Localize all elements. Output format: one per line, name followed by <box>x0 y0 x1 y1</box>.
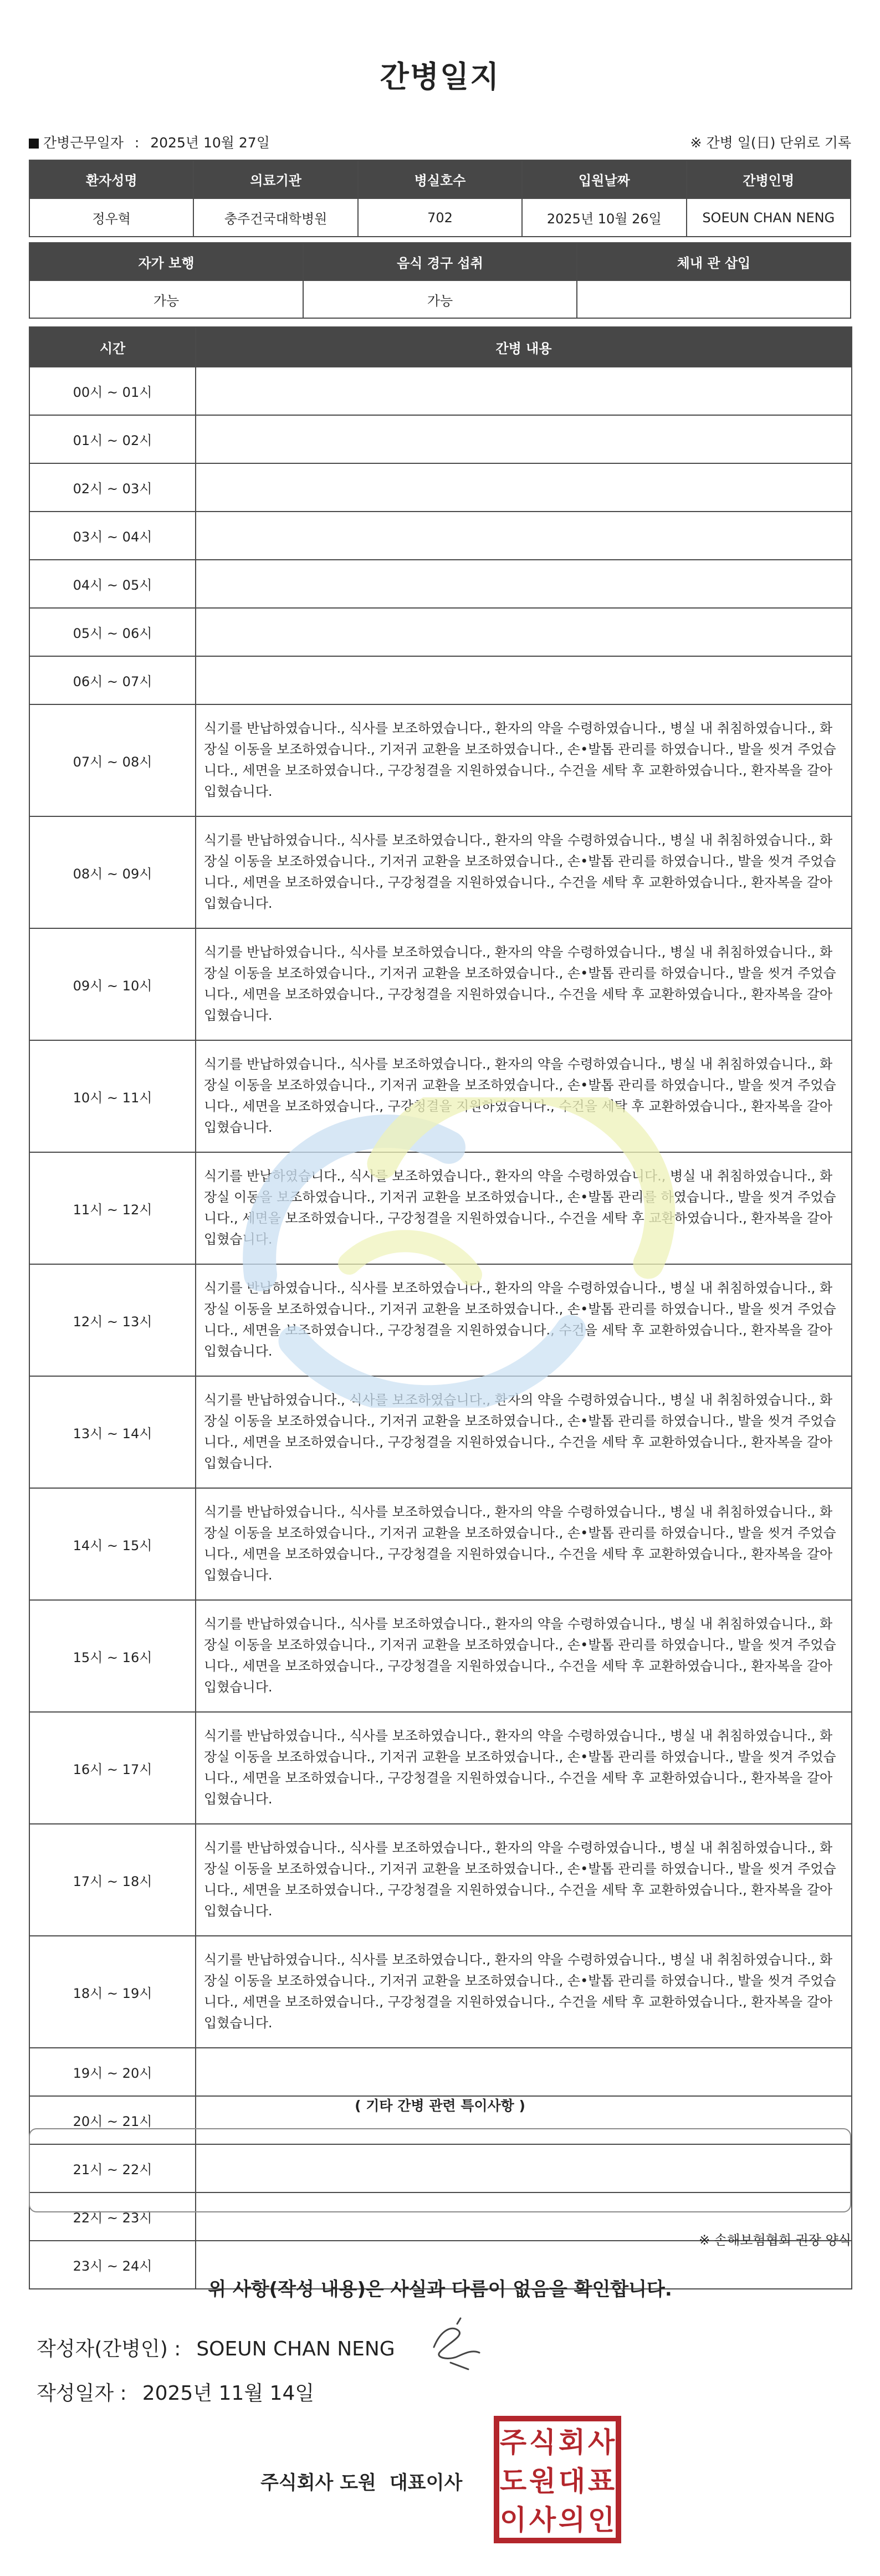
room-number: 702 <box>358 198 522 237</box>
seal-character: 이 <box>499 2504 527 2536</box>
meta-row <box>29 132 851 154</box>
care-date-value: 2025년 10월 27일 <box>150 135 270 151</box>
care-log-content <box>196 415 852 463</box>
company-representative: 대표이사 <box>389 2472 463 2494</box>
care-log-content: 식기를 반납하였습니다., 식사를 보조하였습니다., 환자의 약을 수령하였습니다., 병실 내 취침하였습니다., 화장실 이동을 보조하였습니다., 기저귀 교환을 보조하였습니다., 손•발톱 관리를 하였습니다., 발을 씻겨 주었습니다., 세면을 보조하였습니다., 구강청결을 지원하였습니다., 수건을 세탁 후 교환하였습니다., 환자복을 갈아입혔습니다. <box>196 1264 852 1376</box>
care-log-content: 식기를 반납하였습니다., 식사를 보조하였습니다., 환자의 약을 수령하였습니다., 병실 내 취침하였습니다., 화장실 이동을 보조하였습니다., 기저귀 교환을 보조하였습니다., 손•발톱 관리를 하였습니다., 발을 씻겨 주었습니다., 세면을 보조하였습니다., 구강청결을 지원하였습니다., 수건을 세탁 후 교환하였습니다., 환자복을 갈아입혔습니다. <box>196 1376 852 1488</box>
care-log-time: 06시 ~ 07시 <box>29 656 196 704</box>
header-self-walking: 자가 보행 <box>29 243 303 280</box>
tube-insertion-value <box>577 280 851 318</box>
care-log-row <box>29 928 852 1040</box>
care-log-table <box>29 326 852 2289</box>
care-log-time: 23시 ~ 24시 <box>29 2241 196 2289</box>
seal-character: 사 <box>587 2426 615 2459</box>
square-bullet-icon <box>29 139 39 149</box>
care-log-content: 식기를 반납하였습니다., 식사를 보조하였습니다., 환자의 약을 수령하였습니다., 병실 내 취침하였습니다., 화장실 이동을 보조하였습니다., 기저귀 교환을 보조하였습니다., 손•발톱 관리를 하였습니다., 발을 씻겨 주었습니다., 세면을 보조하였습니다., 구강청결을 지원하였습니다., 수건을 세탁 후 교환하였습니다., 환자복을 갈아입혔습니다. <box>196 1712 852 1824</box>
signature-icon <box>424 2314 496 2375</box>
unit-note: ※ 간병 일(日) 단위로 기록 <box>690 135 851 151</box>
written-date-value: 2025년 11월 14일 <box>142 2382 315 2405</box>
care-log-content: 식기를 반납하였습니다., 식사를 보조하였습니다., 환자의 약을 수령하였습니다., 병실 내 취침하였습니다., 화장실 이동을 보조하였습니다., 기저귀 교환을 보조하였습니다., 손•발톱 관리를 하였습니다., 발을 씻겨 주었습니다., 세면을 보조하였습니다., 구강청결을 지원하였습니다., 수건을 세탁 후 교환하였습니다., 환자복을 갈아입혔습니다. <box>196 1824 852 1936</box>
special-notes-title: ( 기타 간병 관련 특이사항 ) <box>355 2098 525 2114</box>
care-log-row <box>29 463 852 512</box>
care-log-row <box>29 415 852 463</box>
header-caregiver-name: 간병인명 <box>687 160 851 198</box>
header-oral-intake: 음식 경구 섭취 <box>303 243 577 280</box>
care-log-content: 식기를 반납하였습니다., 식사를 보조하였습니다., 환자의 약을 수령하였습니다., 병실 내 취침하였습니다., 화장실 이동을 보조하였습니다., 기저귀 교환을 보조하였습니다., 손•발톱 관리를 하였습니다., 발을 씻겨 주었습니다., 세면을 보조하였습니다., 구강청결을 지원하였습니다., 수건을 세탁 후 교환하였습니다., 환자복을 갈아입혔습니다. <box>196 816 852 928</box>
patient-info-table <box>29 160 851 237</box>
care-log-time: 11시 ~ 12시 <box>29 1152 196 1264</box>
seal-character: 표 <box>587 2465 615 2497</box>
care-log-row <box>29 656 852 704</box>
care-date <box>29 132 270 152</box>
care-log-time: 08시 ~ 09시 <box>29 816 196 928</box>
special-notes-box <box>29 2128 851 2212</box>
care-log-row <box>29 2048 852 2096</box>
writer-name: SOEUN CHAN NENG <box>196 2338 395 2360</box>
care-log-content <box>196 367 852 415</box>
seal-character: 원 <box>529 2465 556 2497</box>
care-log-time: 22시 ~ 23시 <box>29 2192 196 2241</box>
care-log-time: 21시 ~ 22시 <box>29 2144 196 2192</box>
patient-status-table <box>29 242 851 319</box>
confirmation-statement: 위 사항(작성 내용)은 사실과 다름이 없음을 확인합니다. <box>208 2278 672 2301</box>
care-log-content <box>196 512 852 560</box>
care-log-row <box>29 367 852 415</box>
seal-character: 의 <box>558 2504 586 2536</box>
seal-character: 사 <box>529 2504 556 2536</box>
care-log-content: 식기를 반납하였습니다., 식사를 보조하였습니다., 환자의 약을 수령하였습니다., 병실 내 취침하였습니다., 화장실 이동을 보조하였습니다., 기저귀 교환을 보조하였습니다., 손•발톱 관리를 하였습니다., 발을 씻겨 주었습니다., 세면을 보조하였습니다., 구강청결을 지원하였습니다., 수건을 세탁 후 교환하였습니다., 환자복을 갈아입혔습니다. <box>196 1152 852 1264</box>
header-care-content: 간병 내용 <box>196 327 852 367</box>
writer-line <box>37 2333 395 2362</box>
care-log-time: 00시 ~ 01시 <box>29 367 196 415</box>
care-log-row <box>29 608 852 656</box>
care-log-time: 12시 ~ 13시 <box>29 1264 196 1376</box>
care-log-time: 09시 ~ 10시 <box>29 928 196 1040</box>
care-log-time: 07시 ~ 08시 <box>29 704 196 816</box>
care-log-row <box>29 1712 852 1824</box>
care-log-content <box>196 608 852 656</box>
care-log-time: 03시 ~ 04시 <box>29 512 196 560</box>
care-log-time: 10시 ~ 11시 <box>29 1040 196 1152</box>
care-log-content: 식기를 반납하였습니다., 식사를 보조하였습니다., 환자의 약을 수령하였습니다., 병실 내 취침하였습니다., 화장실 이동을 보조하였습니다., 기저귀 교환을 보조하였습니다., 손•발톱 관리를 하였습니다., 발을 씻겨 주었습니다., 세면을 보조하였습니다., 구강청결을 지원하였습니다., 수건을 세탁 후 교환하였습니다., 환자복을 갈아입혔습니다. <box>196 1936 852 2048</box>
care-log-content <box>196 463 852 512</box>
care-log-row <box>29 1264 852 1376</box>
seal-character: 주 <box>499 2426 527 2459</box>
care-log-content: 식기를 반납하였습니다., 식사를 보조하였습니다., 환자의 약을 수령하였습니다., 병실 내 취침하였습니다., 화장실 이동을 보조하였습니다., 기저귀 교환을 보조하였습니다., 손•발톱 관리를 하였습니다., 발을 씻겨 주었습니다., 세면을 보조하였습니다., 구강청결을 지원하였습니다., 수건을 세탁 후 교환하였습니다., 환자복을 갈아입혔습니다. <box>196 928 852 1040</box>
care-log-time: 14시 ~ 15시 <box>29 1488 196 1600</box>
care-log-header-row <box>29 327 852 367</box>
document-title: 간병일지 <box>380 59 500 94</box>
care-log-row <box>29 1488 852 1600</box>
header-tube-insertion: 체내 관 삽입 <box>577 243 851 280</box>
care-log-content: 식기를 반납하였습니다., 식사를 보조하였습니다., 환자의 약을 수령하였습니다., 병실 내 취침하였습니다., 화장실 이동을 보조하였습니다., 기저귀 교환을 보조하였습니다., 손•발톱 관리를 하였습니다., 발을 씻겨 주었습니다., 세면을 보조하였습니다., 구강청결을 지원하였습니다., 수건을 세탁 후 교환하였습니다., 환자복을 갈아입혔습니다. <box>196 1600 852 1712</box>
care-log-row <box>29 1600 852 1712</box>
company-line <box>260 2467 462 2495</box>
care-log-time: 16시 ~ 17시 <box>29 1712 196 1824</box>
care-log-content <box>196 2048 852 2096</box>
patient-status-value-row <box>29 280 851 318</box>
care-log-time: 13시 ~ 14시 <box>29 1376 196 1488</box>
care-date-separator: : <box>134 135 140 151</box>
patient-name: 정우혁 <box>29 198 193 237</box>
care-log-row <box>29 1040 852 1152</box>
form-source-note: ※ 손해보험협회 권장 양식 <box>699 2232 851 2248</box>
company-seal-icon <box>493 2415 622 2544</box>
care-log-time: 17시 ~ 18시 <box>29 1824 196 1936</box>
care-log-time: 01시 ~ 02시 <box>29 415 196 463</box>
seal-character: 도 <box>499 2465 527 2497</box>
special-notes-content <box>30 2129 850 2147</box>
care-log-time: 05시 ~ 06시 <box>29 608 196 656</box>
header-room: 병실호수 <box>358 160 522 198</box>
care-log-content: 식기를 반납하였습니다., 식사를 보조하였습니다., 환자의 약을 수령하였습니다., 병실 내 취침하였습니다., 화장실 이동을 보조하였습니다., 기저귀 교환을 보조하였습니다., 손•발톱 관리를 하였습니다., 발을 씻겨 주었습니다., 세면을 보조하였습니다., 구강청결을 지원하였습니다., 수건을 세탁 후 교환하였습니다., 환자복을 갈아입혔습니다. <box>196 704 852 816</box>
care-log-content <box>196 656 852 704</box>
care-log-content: 식기를 반납하였습니다., 식사를 보조하였습니다., 환자의 약을 수령하였습니다., 병실 내 취침하였습니다., 화장실 이동을 보조하였습니다., 기저귀 교환을 보조하였습니다., 손•발톱 관리를 하였습니다., 발을 씻겨 주었습니다., 세면을 보조하였습니다., 구강청결을 지원하였습니다., 수건을 세탁 후 교환하였습니다., 환자복을 갈아입혔습니다. <box>196 1488 852 1600</box>
seal-character: 인 <box>587 2504 615 2536</box>
care-log-row <box>29 704 852 816</box>
header-time: 시간 <box>29 327 196 367</box>
care-log-row <box>29 512 852 560</box>
seal-character: 회 <box>558 2426 586 2459</box>
patient-status-header-row <box>29 243 851 280</box>
care-log-content: 식기를 반납하였습니다., 식사를 보조하였습니다., 환자의 약을 수령하였습니다., 병실 내 취침하였습니다., 화장실 이동을 보조하였습니다., 기저귀 교환을 보조하였습니다., 손•발톱 관리를 하였습니다., 발을 씻겨 주었습니다., 세면을 보조하였습니다., 구강청결을 지원하였습니다., 수건을 세탁 후 교환하였습니다., 환자복을 갈아입혔습니다. <box>196 1040 852 1152</box>
admission-date: 2025년 10월 26일 <box>522 198 686 237</box>
care-log-row <box>29 1824 852 1936</box>
caregiver-name: SOEUN CHAN NENG <box>687 198 851 237</box>
writer-label: 작성자(간병인) : <box>37 2338 181 2360</box>
care-log-row <box>29 1376 852 1488</box>
company-name: 주식회사 도원 <box>260 2472 376 2494</box>
hospital-name: 충주건국대학병원 <box>193 198 357 237</box>
patient-info-header-row <box>29 160 851 198</box>
care-log-time: 02시 ~ 03시 <box>29 463 196 512</box>
seal-character: 식 <box>529 2426 556 2459</box>
care-log-time: 18시 ~ 19시 <box>29 1936 196 2048</box>
self-walking-value: 가능 <box>29 280 303 318</box>
care-log-row <box>29 1152 852 1264</box>
care-log-row <box>29 1936 852 2048</box>
header-hospital: 의료기관 <box>193 160 357 198</box>
header-patient-name: 환자성명 <box>29 160 193 198</box>
oral-intake-value: 가능 <box>303 280 577 318</box>
care-log-time: 20시 ~ 21시 <box>29 2096 196 2144</box>
care-log-row <box>29 816 852 928</box>
seal-character: 대 <box>558 2465 586 2497</box>
written-date-line <box>37 2378 314 2406</box>
care-log-time: 15시 ~ 16시 <box>29 1600 196 1712</box>
written-date-label: 작성일자 : <box>37 2382 127 2405</box>
care-log-content <box>196 560 852 608</box>
header-admission-date: 입원날짜 <box>522 160 686 198</box>
care-log-body <box>29 367 852 2289</box>
care-log-row <box>29 560 852 608</box>
patient-info-value-row <box>29 198 851 237</box>
care-date-label: 간병근무일자 <box>43 135 124 151</box>
care-log-time: 19시 ~ 20시 <box>29 2048 196 2096</box>
care-log-time: 04시 ~ 05시 <box>29 560 196 608</box>
